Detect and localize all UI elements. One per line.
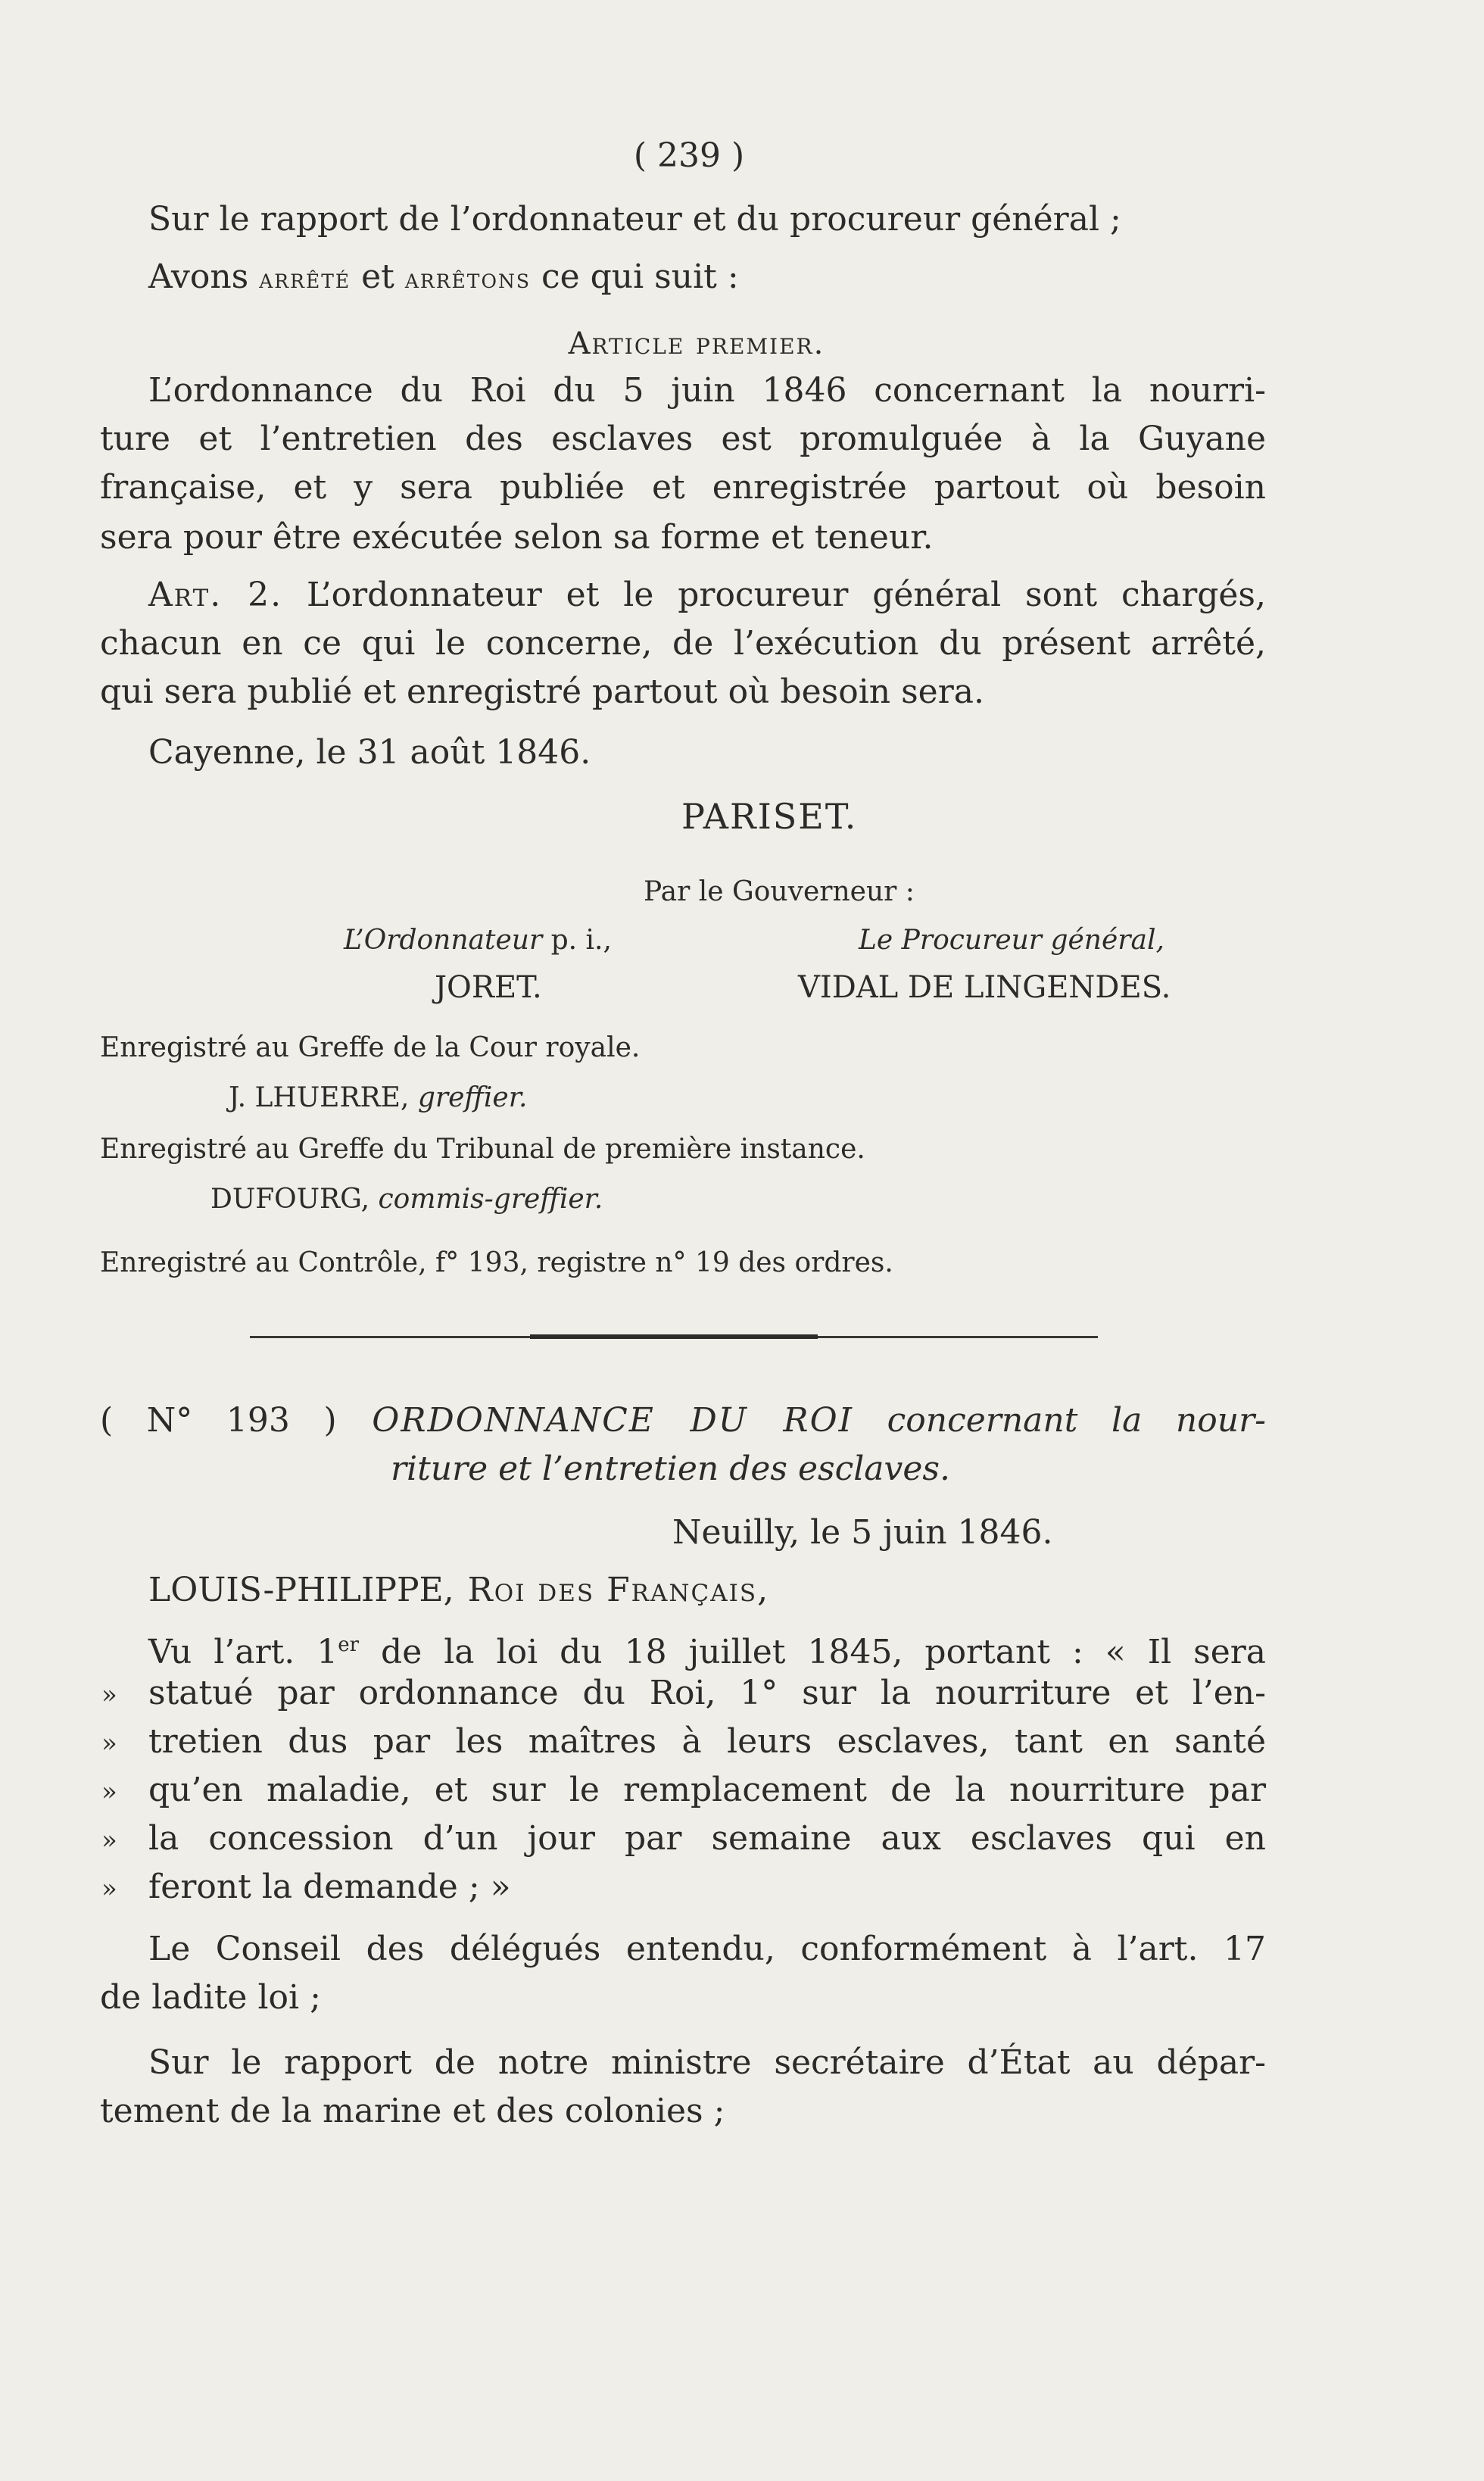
procureur-name: VIDAL DE LINGENDES. xyxy=(798,970,1171,1005)
quote-mark-1: » xyxy=(101,1680,117,1710)
conseil-line-2: de ladite loi ; xyxy=(100,1978,321,2017)
vu-line-1-end: de la loi du 18 juillet 1845, portant : « Il sera xyxy=(359,1633,1267,1671)
ordonnateur-name: JORET. xyxy=(435,970,542,1005)
registration-tribunal: Enregistré au Greffe du Tribunal de première instance. xyxy=(100,1134,865,1165)
par-le-gouverneur: Par le Gouverneur : xyxy=(644,876,915,907)
ordonnance-title-main: ORDONNANCE DU ROI xyxy=(336,1401,854,1440)
ordonnateur-suffix: p. i., xyxy=(542,925,612,956)
article1-line-1: L’ordonnance du Roi du 5 juin 1846 concernant la nourri- xyxy=(148,371,1266,410)
ordonnateur-title-text: L’Ordonnateur xyxy=(344,925,543,956)
quote-line-5: feront la demande ; » xyxy=(148,1868,511,1906)
intro-line-2 xyxy=(148,256,739,301)
ordonnance-place-date: Neuilly, le 5 juin 1846. xyxy=(672,1513,1053,1552)
king-line xyxy=(148,1569,769,1612)
page-number: ( 239 ) xyxy=(633,136,745,175)
cour-greffier-name: J. LHUERRE, xyxy=(229,1082,410,1113)
intro-avons: Avons xyxy=(148,257,260,296)
quote-mark-5: » xyxy=(101,1874,117,1904)
rapport-line-1: Sur le rapport de notre ministre secrétaire d’État au dépar- xyxy=(148,2043,1266,2082)
article1-line-3: française, et y sera publiée et enregistrée partout où besoin xyxy=(100,468,1266,507)
quote-mark-3: » xyxy=(101,1777,117,1807)
vu-line-1 xyxy=(148,1624,1266,1674)
quote-line-3: qu’en maladie, et sur le remplacement de la nourriture par xyxy=(148,1771,1266,1809)
article2-line-1 xyxy=(148,574,1266,616)
quote-mark-2: » xyxy=(101,1728,117,1759)
quote-line-4: la concession d’un jour par semaine aux esclaves qui en xyxy=(148,1819,1266,1858)
king-title: , Roi des Français, xyxy=(443,1571,770,1609)
article1-line-2: ture et l’entretien des esclaves est promulguée à la Guyane xyxy=(100,420,1266,458)
rapport-line-2: tement de la marine et des colonies ; xyxy=(100,2092,725,2130)
king-name: LOUIS-PHILIPPE xyxy=(148,1571,444,1609)
article1-line-4: sera pour être exécutée selon sa forme et teneur. xyxy=(100,518,934,557)
intro-arretons: arrêtons xyxy=(404,264,531,295)
article2-line-3: qui sera publié et enregistré partout où besoin sera. xyxy=(100,673,984,711)
conseil-line-1: Le Conseil des délégués entendu, conformément à l’art. 17 xyxy=(148,1930,1266,1968)
ordonnance-title-line-2: riture et l’entretien des esclaves. xyxy=(391,1450,950,1488)
intro-ce-qui-suit: ce qui suit : xyxy=(530,257,739,296)
date-line: Cayenne, le 31 août 1846. xyxy=(148,733,591,772)
registration-controle: Enregistré au Contrôle, f° 193, registre n° 19 des ordres. xyxy=(100,1247,893,1278)
quote-mark-4: » xyxy=(101,1825,117,1855)
quote-line-2: tretien dus par les maîtres à leurs esclaves, tant en santé xyxy=(148,1722,1266,1761)
intro-arrete: arrêté xyxy=(259,264,351,295)
registration-cour-signature xyxy=(229,1077,527,1119)
vu-line-1-start: Vu l’art. 1 xyxy=(148,1633,338,1671)
intro-line-1: Sur le rapport de l’ordonnateur et du procureur général ; xyxy=(148,200,1121,239)
ordonnance-title-rest: concernant la nour- xyxy=(853,1401,1267,1440)
article-heading: Article premier. xyxy=(568,326,825,361)
article2-label: Art. 2. xyxy=(148,576,283,614)
registration-cour: Enregistré au Greffe de la Cour royale. xyxy=(100,1032,641,1063)
quote-line-1: statué par ordonnance du Roi, 1° sur la nourriture et l’en- xyxy=(148,1674,1266,1712)
article2-line-2: chacun en ce qui le concerne, de l’exécution du présent arrêté, xyxy=(100,624,1266,663)
cour-greffier-role: greffier. xyxy=(409,1082,528,1113)
tribunal-greffier-name: DUFOURG, xyxy=(210,1184,370,1215)
section-divider-center xyxy=(530,1334,818,1339)
ordonnance-number: ( N° 193 ) xyxy=(100,1401,337,1440)
tribunal-greffier-role: commis-greffier. xyxy=(369,1184,603,1215)
intro-et: et xyxy=(351,257,405,296)
article2-text: L’ordonnateur et le procureur général sont chargés, xyxy=(282,576,1266,614)
ordonnance-title-line-1 xyxy=(100,1400,1266,1442)
registration-tribunal-signature xyxy=(210,1178,603,1221)
procureur-title: Le Procureur général, xyxy=(859,925,1164,956)
vu-line-1-sup: er xyxy=(338,1634,360,1656)
ordonnateur-title xyxy=(344,919,612,962)
governor-signature: PARISET. xyxy=(681,796,858,837)
